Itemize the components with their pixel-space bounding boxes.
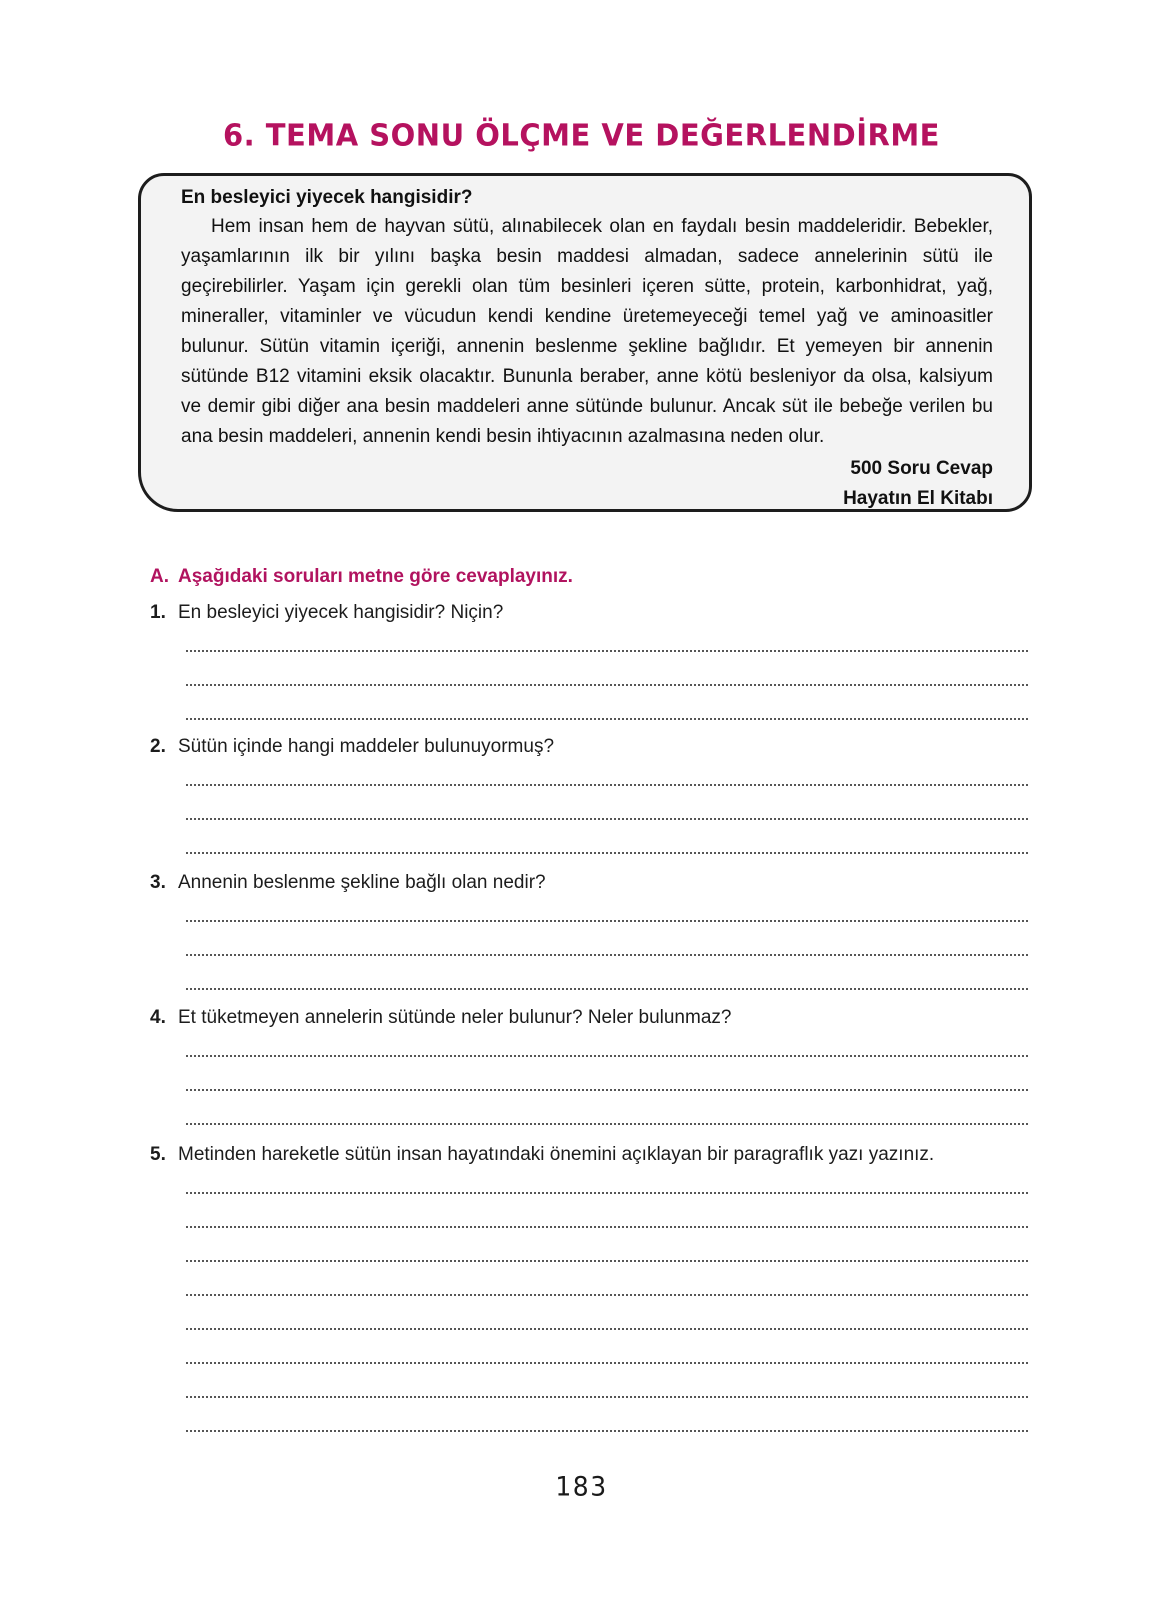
question-text: Sütün içinde hangi maddeler bulunuyormuş? (178, 736, 555, 757)
answer-line (186, 1430, 1028, 1432)
section-a-label: A. (150, 566, 169, 587)
question-number: 3. (150, 872, 166, 893)
question-number: 4. (150, 1007, 166, 1028)
source-line-1: 500 Soru Cevap (850, 458, 993, 479)
answer-line (186, 650, 1028, 652)
answer-line (186, 1294, 1028, 1296)
section-a-heading (150, 566, 573, 588)
section-a-instruction: Aşağıdaki soruları metne göre cevaplayınız. (178, 566, 573, 587)
answer-line (186, 1055, 1028, 1057)
answer-line (186, 920, 1028, 922)
question-number: 5. (150, 1144, 166, 1165)
question-row (150, 872, 1050, 894)
reading-passage-box (138, 173, 1032, 512)
answer-line (186, 1123, 1028, 1125)
answer-line (186, 852, 1028, 854)
answer-line (186, 1089, 1028, 1091)
answer-line (186, 818, 1028, 820)
answer-line (186, 1362, 1028, 1364)
question-row (150, 736, 1050, 758)
question-number: 1. (150, 602, 166, 623)
question-row (150, 602, 1050, 624)
question-number: 2. (150, 736, 166, 757)
source-line-2: Hayatın El Kitabı (843, 488, 993, 509)
answer-line (186, 1396, 1028, 1398)
passage-heading: En besleyici yiyecek hangisidir? (181, 187, 473, 208)
answer-line (186, 1192, 1028, 1194)
answer-line (186, 1260, 1028, 1262)
answer-line (186, 954, 1028, 956)
answer-line (186, 1328, 1028, 1330)
page-title: 6. TEMA SONU ÖLÇME VE DEĞERLENDİRME (222, 117, 940, 153)
answer-line (186, 718, 1028, 720)
question-text: Annenin beslenme şekline bağlı olan nedir? (178, 872, 546, 893)
question-text: Et tüketmeyen annelerin sütünde neler bulunur? Neler bulunmaz? (178, 1007, 732, 1028)
answer-line (186, 1226, 1028, 1228)
answer-line (186, 988, 1028, 990)
question-text: En besleyici yiyecek hangisidir? Niçin? (178, 602, 504, 623)
answer-line (186, 784, 1028, 786)
question-row (150, 1144, 1050, 1166)
question-text: Metinden hareketle sütün insan hayatındaki önemini açıklayan bir paragraflık yazı yazınız. (178, 1144, 935, 1165)
passage-text: Hem insan hem de hayvan sütü, alınabilecek olan en faydalı besin maddeleridir. Bebekler, yaşamlarının ilk bir yılını başka besin maddesi almadan, sadece annelerinin sütü ile geçirebilirler. Yaşam için gerekli olan tüm besinleri içeren sütte, protein, karbonhidrat, yağ, mineraller, vitaminler ve vücudun kendi kendine üretemeyeceği temel yağ ve aminoasitler bulunur. Sütün vitamin içeriği, annenin beslenme şekline bağlıdır. Et yemeyen bir annenin sütünde B12 vitamini eksik olacaktır. Bununla beraber, anne kötü besleniyor da olsa, kalsiyum ve demir gibi diğer ana besin maddeleri anne sütünde bulunur. Ancak süt ile bebeğe verilen bu ana besin maddeleri, annenin kendi besin ihtiyacının azalmasına neden olur. (181, 216, 993, 447)
answer-line (186, 684, 1028, 686)
page-number: 183 (555, 1471, 608, 1502)
passage-source (181, 454, 993, 514)
question-row (150, 1007, 1050, 1029)
